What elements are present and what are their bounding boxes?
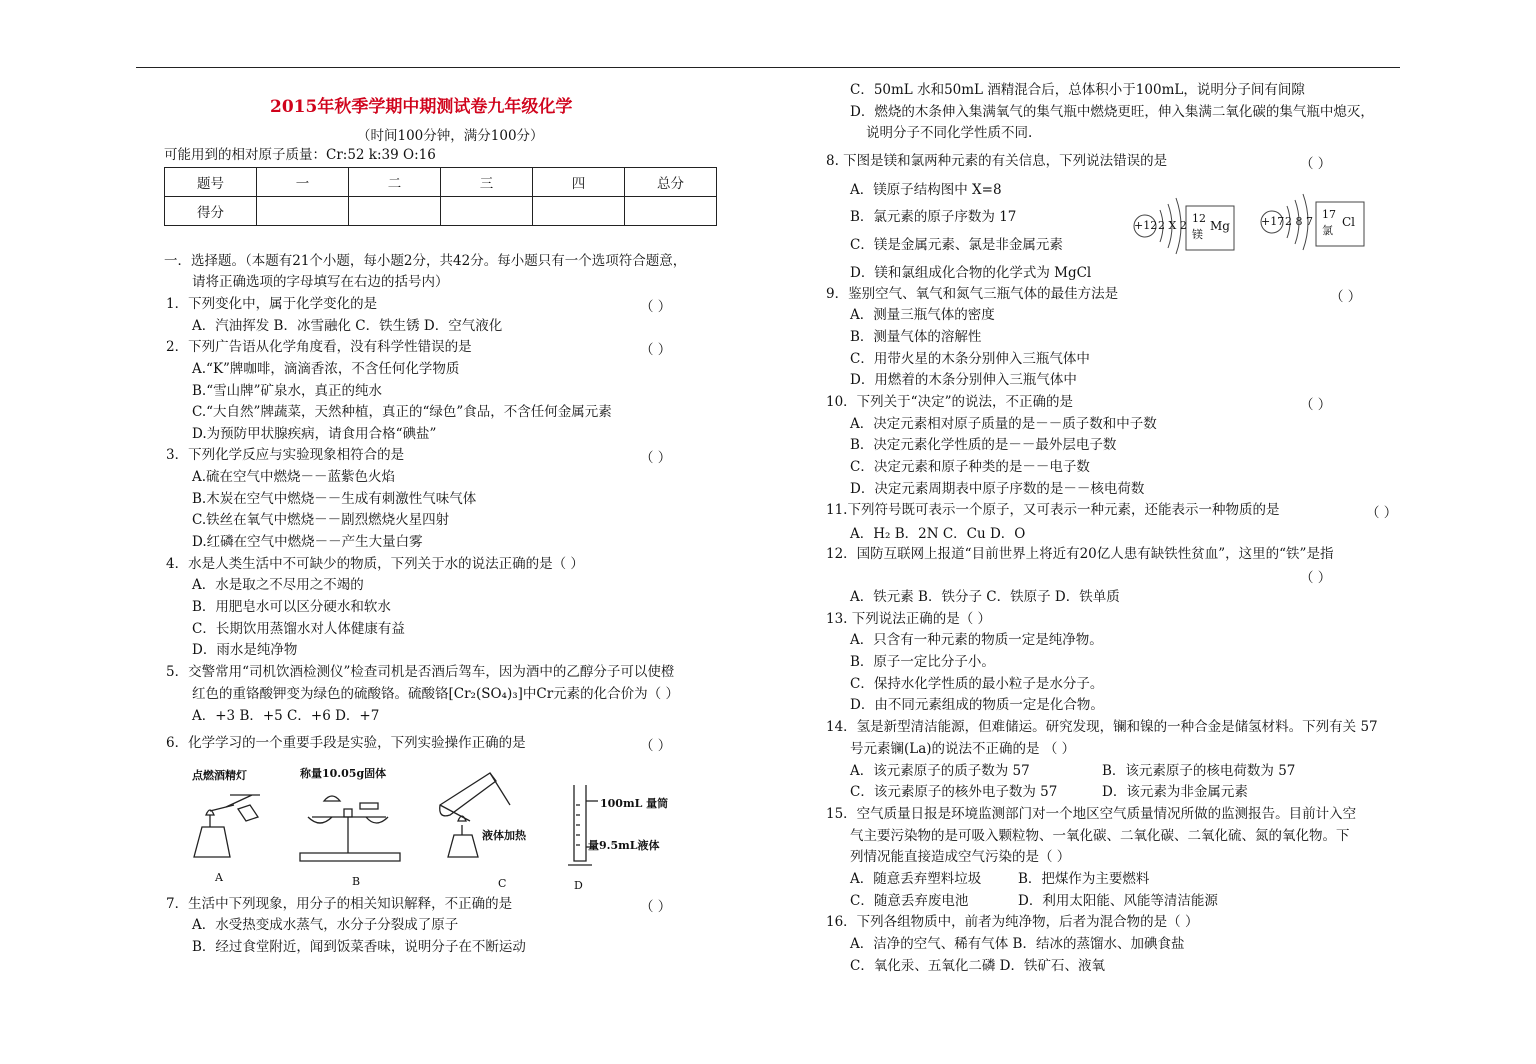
q5-stem-1: 5．交警常用“司机饮酒检测仪”检查司机是否酒后驾车，因为酒中的乙醇分子可以使橙 [166, 664, 675, 680]
score-header-cell: 一 [257, 168, 349, 197]
q14-stem-2: 号元素镧(La)的说法不正确的是 （ ） [850, 741, 1076, 757]
cl-shells: 2 8 7 [1285, 215, 1313, 228]
section1-intro-2: 请将正确选项的字母填写在右边的括号内） [192, 274, 449, 290]
q10-stem: 10．下列关于“决定”的说法，不正确的是 [826, 394, 1073, 410]
q2-option-d: D.为预防甲状腺疾病，请食用合格“碘盐” [192, 426, 437, 442]
q7-option-d: D．燃烧的木条伸入集满氧气的集气瓶中燃烧更旺，伸入集满二氧化碳的集气瓶中熄灭， [850, 104, 1374, 120]
fig-d-caption-2: 量9.5mL液体 [588, 839, 660, 852]
q4-stem: 4．水是人类生活中不可缺少的物质，下列关于水的说法正确的是（ ） [166, 556, 584, 572]
fig-b-caption: 称量10.05g固体 [300, 767, 387, 780]
q4-option-b: B．用肥皂水可以区分硬水和软水 [192, 599, 391, 615]
score-cell[interactable] [257, 197, 349, 226]
q12-stem: 12．国防互联网上报道“目前世界上将近有20亿人患有缺铁性贫血”，这里的“铁”是指 [826, 546, 1334, 562]
q11-stem: 11.下列符号既可表示一个原子，又可表示一种元素，还能表示一种物质的是 [826, 502, 1280, 518]
q1-options: A．汽油挥发 B．冰雪融化 C．铁生锈 D．空气液化 [192, 318, 503, 334]
fig-label-d: D [574, 879, 583, 892]
q5-options: A．+3 B．+5 C．+6 D．+7 [192, 708, 380, 724]
q12-options: A．铁元素 B．铁分子 C．铁原子 D．铁单质 [850, 589, 1120, 605]
mg-shells: 2 X 2 [1158, 219, 1187, 232]
mg-symbol: Mg [1210, 219, 1230, 233]
q8-option-c: C．镁是金属元素、氯是非金属元素 [850, 237, 1063, 253]
score-cell[interactable] [533, 197, 625, 226]
answer-paren[interactable]: （ ） [1300, 570, 1332, 586]
q9-option-d: D．用燃着的木条分别伸入三瓶气体中 [850, 372, 1077, 388]
score-label-cell: 得分 [165, 197, 257, 226]
answer-paren[interactable]: （ ） [640, 899, 672, 915]
q2-option-b: B.“雪山牌”矿泉水，真正的纯水 [192, 383, 383, 399]
q2-option-a: A.“K”牌咖啡，滴滴香浓，不含任何化学物质 [192, 361, 460, 377]
q9-stem: 9．鉴别空气、氧气和氮气三瓶气体的最佳方法是 [826, 286, 1119, 302]
q13-option-a: A．只含有一种元素的物质一定是纯净物。 [850, 632, 1103, 648]
q13-option-b: B．原子一定比分子小。 [850, 654, 995, 670]
exam-title: 2015年秋季学期中期测试卷九年级化学 [270, 97, 573, 117]
header-rule [136, 67, 1400, 68]
score-header-cell: 四 [533, 168, 625, 197]
q10-option-b: B．决定元素化学性质的是－－最外层电子数 [850, 437, 1117, 453]
q8-option-a: A．镁原子结构图中 X=8 [850, 182, 1002, 198]
mg-name: 镁 [1192, 228, 1203, 241]
mg-nucleus: +12 [1134, 219, 1158, 232]
q4-option-c: C．长期饮用蒸馏水对人体健康有益 [192, 621, 405, 637]
q14-stem-1: 14．氢是新型清洁能源，但难储运。研究发现，镧和镍的一种合金是储氢材料。下列有关 57 [826, 719, 1378, 735]
score-cell[interactable] [349, 197, 441, 226]
q8-option-b: B．氯元素的原子序数为 17 [850, 209, 1017, 225]
q4-option-a: A．水是取之不尽用之不竭的 [192, 577, 364, 593]
q7-option-c: C．50mL 水和50mL 酒精混合后，总体积小于100mL，说明分子间有间隙 [850, 82, 1305, 98]
exam-subtitle: （时间100分钟，满分100分） [357, 128, 544, 144]
q13-option-d: D．由不同元素组成的物质一定是化合物。 [850, 697, 1104, 713]
answer-paren[interactable]: （ ） [1330, 289, 1362, 305]
cl-number: 17 [1322, 208, 1336, 221]
q16-options-ab: A．洁净的空气、稀有气体 B．结冰的蒸馏水、加碘食盐 [850, 936, 1185, 952]
lab-drawings [190, 765, 680, 890]
q16-stem: 16．下列各组物质中，前者为纯净物，后者为混合物的是（ ） [826, 914, 1199, 930]
answer-paren[interactable]: （ ） [640, 299, 672, 315]
score-header-cell: 题号 [165, 168, 257, 197]
q10-option-a: A．决定元素相对原子质量的是－－质子数和中子数 [850, 416, 1157, 432]
answer-paren[interactable]: （ ） [640, 450, 672, 466]
q6-lab-figure [190, 765, 680, 890]
q14-option-b: B．该元素原子的核电荷数为 57 [1102, 763, 1296, 779]
q10-option-c: C．决定元素和原子种类的是－－电子数 [850, 459, 1090, 475]
fig-label-a: A [215, 871, 223, 884]
q1-stem: 1．下列变化中，属于化学变化的是 [166, 296, 378, 312]
q3-option-c: C.铁丝在氧气中燃烧－－剧烈燃烧火星四射 [192, 512, 450, 528]
cl-symbol: Cl [1342, 215, 1356, 229]
q7-option-a: A．水受热变成水蒸气，水分子分裂成了原子 [192, 917, 459, 933]
atom-diagrams [1130, 190, 1370, 262]
q9-option-c: C．用带火星的木条分别伸入三瓶气体中 [850, 351, 1090, 367]
score-cell[interactable] [625, 197, 717, 226]
fig-d-caption-1: 100mL 量筒 [600, 797, 669, 810]
section1-intro: 一．选择题。（本题有21个小题，每小题2分，共42分。每小题只有一个选项符合题意， [164, 253, 687, 269]
q6-stem: 6．化学学习的一个重要手段是实验，下列实验操作正确的是 [166, 735, 526, 751]
answer-paren[interactable]: （ ） [1366, 505, 1398, 521]
atomic-mass-line: 可能用到的相对原子质量：Cr:52 k:39 O:16 [164, 147, 436, 163]
q13-option-c: C．保持水化学性质的最小粒子是水分子。 [850, 676, 1104, 692]
q15-option-b: B．把煤作为主要燃料 [1018, 871, 1150, 887]
q8-option-d: D．镁和氯组成化合物的化学式为 MgCl [850, 265, 1092, 281]
q11-options: A．H₂ B．2N C．Cu D．O [850, 526, 1026, 542]
score-header-cell: 总分 [625, 168, 717, 197]
q2-stem: 2．下列广告语从化学角度看，没有科学性错误的是 [166, 339, 472, 355]
q14-option-d: D．该元素为非金属元素 [1102, 784, 1248, 800]
q3-option-b: B.木炭在空气中燃烧－－生成有刺激性气味气体 [192, 491, 477, 507]
q10-option-d: D．决定元素周期表中原子序数的是－－核电荷数 [850, 481, 1145, 497]
fig-label-c: C [498, 877, 507, 890]
q14-option-c: C．该元素原子的核外电子数为 57 [850, 784, 1058, 800]
q9-option-b: B．测量气体的溶解性 [850, 329, 982, 345]
q8-stem: 8. 下图是镁和氯两种元素的有关信息，下列说法错误的是 [826, 153, 1168, 169]
mg-number: 12 [1192, 212, 1206, 225]
q16-options-cd: C．氧化汞、五氧化二磷 D．铁矿石、液氧 [850, 958, 1105, 974]
q13-stem: 13. 下列说法正确的是（ ） [826, 611, 992, 627]
q9-option-a: A．测量三瓶气体的密度 [850, 307, 995, 323]
q5-stem-2: 红色的重铬酸钾变为绿色的硫酸铬。硫酸铬[Cr₂(SO₄)₃]中Cr元素的化合价为（ ） [192, 686, 679, 702]
score-header-cell: 三 [441, 168, 533, 197]
fig-label-b: B [352, 875, 361, 888]
score-table [164, 167, 717, 226]
q15-option-c: C．随意丢弃废电池 [850, 893, 969, 909]
q7-option-d-2: 说明分子不同化学性质不同. [866, 125, 1033, 141]
q7-stem: 7．生活中下列现象，用分子的相关知识解释，不正确的是 [166, 896, 513, 912]
q15-option-d: D．利用太阳能、风能等清洁能源 [1018, 893, 1218, 909]
cl-nucleus: +17 [1261, 215, 1285, 228]
answer-paren[interactable]: （ ） [1300, 397, 1332, 413]
score-cell[interactable] [441, 197, 533, 226]
q4-option-d: D．雨水是纯净物 [192, 642, 298, 658]
q15-stem-3: 列情况能直接造成空气污染的是（ ） [850, 849, 1071, 865]
q15-stem-2: 气主要污染物的是可吸入颗粒物、一氧化碳、二氧化碳、二氧化硫、氮的氧化物。下 [850, 828, 1350, 844]
answer-paren[interactable]: （ ） [640, 342, 672, 358]
score-header-cell: 二 [349, 168, 441, 197]
fig-a-caption: 点燃酒精灯 [192, 769, 247, 782]
q14-option-a: A．该元素原子的质子数为 57 [850, 763, 1030, 779]
cl-name: 氯 [1322, 224, 1333, 237]
q15-stem-1: 15．空气质量日报是环境监测部门对一个地区空气质量情况所做的监测报告。目前计入空 [826, 806, 1357, 822]
fig-c-caption: 液体加热 [482, 829, 526, 842]
q7-option-b: B．经过食堂附近，闻到饭菜香味，说明分子在不断运动 [192, 939, 526, 955]
answer-paren[interactable]: （ ） [1300, 156, 1332, 172]
q3-stem: 3．下列化学反应与实验现象相符合的是 [166, 447, 405, 463]
q3-option-d: D.红磷在空气中燃烧－－产生大量白雾 [192, 534, 423, 550]
answer-paren[interactable]: （ ） [640, 738, 672, 754]
q3-option-a: A.硫在空气中燃烧－－蓝紫色火焰 [192, 469, 396, 485]
q15-option-a: A．随意丢弃塑料垃圾 [850, 871, 982, 887]
q2-option-c: C.“大自然”牌蔬菜，天然种植，真正的“绿色”食品，不含任何金属元素 [192, 404, 612, 420]
